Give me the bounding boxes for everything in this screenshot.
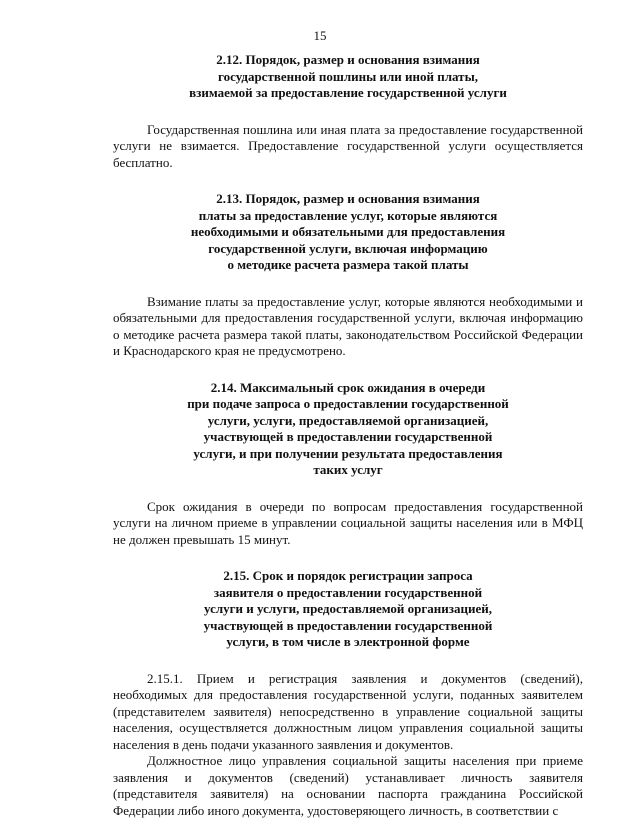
heading-line: платы за предоставление услуг, которые являются: [198, 207, 498, 223]
heading-line: участвующей в предоставлении государственной: [203, 429, 493, 444]
heading-line: государственной пошлины или иной платы,: [218, 68, 478, 84]
paragraph: Взимание платы за предоставление услуг, которые являются необходимыми и обязательными для предоставления государственной услуги, включая информацию о методике расчета размера такой платы, законодательством Российской Федерации и Краснодарского края не предусмотрено.: [113, 293, 583, 358]
heading-line: взимаемой за предоставление государственной услуги: [189, 85, 507, 100]
heading-line: услуги, в том числе в электронной форме: [226, 634, 470, 649]
heading-line: услуги, услуги, предоставляемой организацией,: [207, 412, 489, 428]
paragraph: Должностное лицо управления социальной защиты населения при приеме заявления и документов (сведений) устанавливает личность заявителя (представителя заявителя) на основании паспорта гражданина Российской Федерации либо иного документа, удостоверяющего личность, в соответствии с: [113, 753, 583, 818]
section-heading-2-13: [113, 191, 583, 274]
heading-line: услуги и услуги, предоставляемой организацией,: [203, 601, 492, 616]
section-heading-2-14: [113, 380, 583, 479]
heading-line: о методике расчета размера такой платы: [227, 257, 469, 272]
heading-line: заявителя о предоставлении государственной: [213, 584, 483, 600]
heading-line: 2.15. Срок и порядок регистрации запроса: [223, 568, 473, 583]
heading-line: услуги, и при получении результата предоставления: [193, 445, 503, 461]
heading-line: таких услуг: [313, 462, 383, 477]
heading-line: 2.14. Максимальный срок ожидания в очереди: [210, 379, 486, 395]
heading-line: 2.13. Порядок, размер и основания взимания: [216, 191, 480, 206]
heading-line: при подаче запроса о предоставлении государственной: [187, 396, 509, 411]
page-number: 15: [313, 28, 327, 43]
paragraph: 2.15.1. Прием и регистрация заявления и документов (сведений), необходимых для предоставления государственной услуги, поданных заявителем (представителем заявителя) непосредственно в управление социальной защиты населения, осуществляется должностным лицом управления социальной защиты населения в день подачи указанного заявления и документов.: [113, 670, 583, 752]
document-body: [113, 52, 583, 819]
heading-line: участвующей в предоставлении государственной: [203, 617, 493, 633]
paragraph: Срок ожидания в очереди по вопросам предоставления государственной услуги на личном приеме в управлении социальной защиты населения или в МФЦ не должен превышать 15 минут.: [113, 498, 583, 547]
heading-line: необходимыми и обязательными для предоставления: [190, 224, 506, 239]
heading-line: 2.12. Порядок, размер и основания взимания: [216, 52, 480, 67]
heading-line: государственной услуги, включая информацию: [208, 240, 488, 256]
section-heading-2-12: [113, 52, 583, 102]
paragraph: Государственная пошлина или иная плата за предоставление государственной услуги не взимается. Предоставление государственной услуги осуществляется бесплатно.: [113, 121, 583, 170]
section-heading-2-15: [113, 568, 583, 651]
